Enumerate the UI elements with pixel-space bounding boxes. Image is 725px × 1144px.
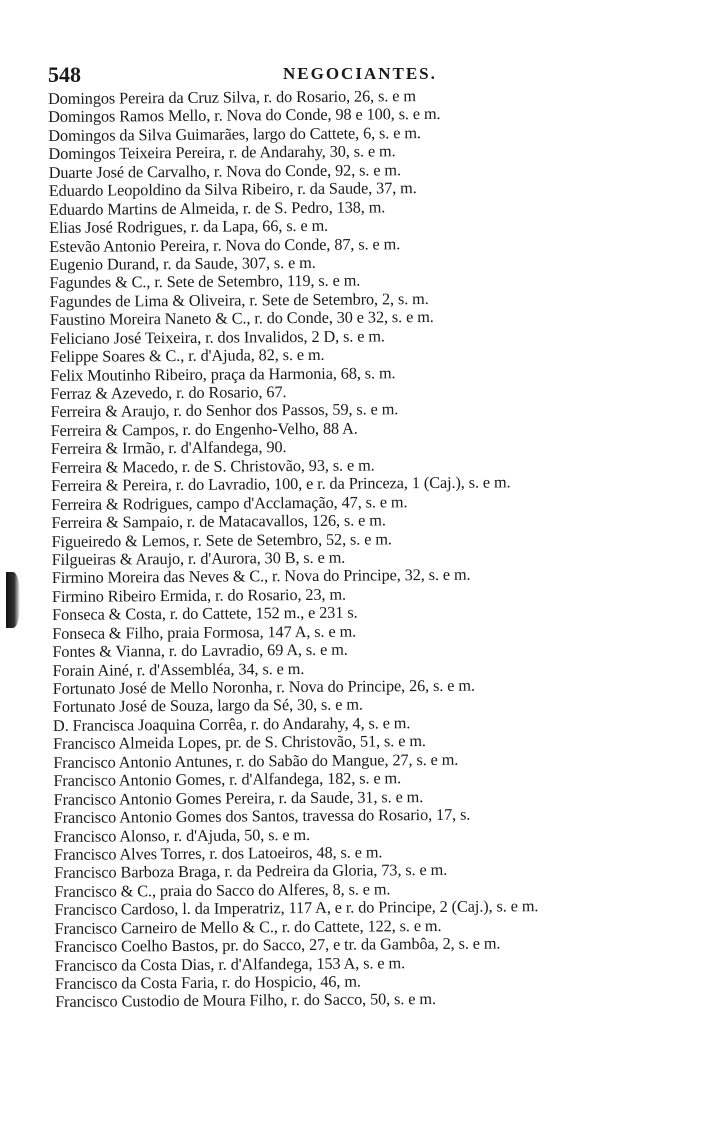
- directory-entry: Felippe Soares & C., r. d'Ajuda, 82, s. e m.: [50, 344, 325, 367]
- directory-entry: Fonseca & Filho, praia Formosa, 147 A, s. e m.: [52, 621, 357, 643]
- directory-entry: Fontes & Vianna, r. do Lavradio, 69 A, s. e m.: [52, 639, 348, 662]
- page-number: 548: [48, 62, 81, 87]
- directory-entry: Francisco Cardoso, l. da Imperatriz, 117 A, e r. do Principe, 2 (Caj.), s. e m.: [54, 896, 539, 920]
- directory-entry: Francisco Antonio Gomes Pereira, r. da Saude, 31, s. e m.: [53, 786, 424, 809]
- directory-entry: Ferreira & Araujo, r. do Senhor dos Passos, 59, s. e m.: [50, 399, 399, 422]
- directory-entry: Ferreira & Pereira, r. do Lavradio, 100, e r. da Princeza, 1 (Caj.), s. e m.: [51, 472, 511, 496]
- directory-entry: Domingos da Silva Guimarães, largo do Cattete, 6, s. e m.: [48, 122, 421, 145]
- directory-entry: Francisco Antonio Antunes, r. do Sabão do Mangue, 27, s. e m.: [53, 749, 459, 772]
- directory-entry: Francisco Alonso, r. d'Ajuda, 50, s. e m.: [53, 824, 311, 846]
- section-title: NEGOCIANTES.: [283, 64, 437, 83]
- directory-entry: Firmino Moreira das Neves & C., r. Nova do Principe, 32, s. e m.: [51, 565, 471, 588]
- directory-entry: Ferraz & Azevedo, r. do Rosario, 67.: [50, 382, 287, 403]
- directory-entry: Francisco Carneiro de Mello & C., r. do Cattete, 122, s. e m.: [54, 915, 442, 938]
- directory-entry: Filgueiras & Araujo, r. d'Aurora, 30 B, s. e m.: [51, 547, 346, 569]
- directory-entry: Fortunato José de Souza, largo da Sé, 30, s. e m.: [52, 694, 363, 717]
- directory-entry: Francisco Custodio de Moura Filho, r. do Sacco, 50, s. e m.: [55, 989, 436, 1012]
- directory-entry: Francisco & C., praia do Sacco do Alferes, 8, s. e m.: [54, 879, 391, 901]
- directory-entry: Fonseca & Costa, r. do Cattete, 152 m., e 231 s.: [52, 602, 358, 625]
- directory-entry: Francisco Coelho Bastos, pr. do Sacco, 27, e tr. da Gambôa, 2, s. e m.: [54, 933, 501, 957]
- page-header: [48, 62, 608, 86]
- directory-entry: Francisco Antonio Gomes dos Santos, travessa do Rosario, 17, s.: [53, 804, 471, 828]
- directory-entry: Figueiredo & Lemos, r. Sete de Setembro, 52, s. e m.: [51, 528, 392, 551]
- directory-entry: Fagundes de Lima & Oliveira, r. Sete de Setembro, 2, s. m.: [49, 288, 429, 311]
- directory-entry: Ferreira & Rodrigues, campo d'Acclamação, 47, s. e m.: [51, 491, 408, 514]
- directory-entry: Eugenio Durand, r. da Saude, 307, s. e m.: [49, 252, 316, 274]
- directory-entry: Estevão Antonio Pereira, r. Nova do Conde, 87, s. e m.: [49, 233, 401, 256]
- directory-entry: Feliciano José Teixeira, r. dos Invalidos, 2 D, s. e m.: [49, 326, 385, 348]
- directory-entry: Eduardo Martins de Almeida, r. de S. Pedro, 138, m.: [48, 196, 386, 219]
- page-edge-mark: [6, 572, 20, 628]
- directory-entry: Francisco Antonio Gomes, r. d'Alfandega, 182, s. e m.: [53, 768, 402, 791]
- directory-entry: D. Francisca Joaquina Corrêa, r. do Andarahy, 4, s. e m.: [52, 713, 411, 735]
- directory-entry: Domingos Teixeira Pereira, r. de Andarahy, 30, s. e m.: [48, 141, 396, 164]
- directory-entry: Felix Moutinho Ribeiro, praça da Harmonia, 68, s. m.: [50, 362, 396, 385]
- directory-entry: Francisco da Costa Faria, r. do Hospicio, 46, m.: [54, 971, 361, 993]
- directory-entry: Francisco Alves Torres, r. dos Latoeiros, 48, s. e m.: [53, 842, 383, 864]
- directory-entry: Domingos Pereira da Cruz Silva, r. do Rosario, 26, s. e m: [47, 86, 416, 108]
- directory-entry: Forain Ainé, r. d'Assembléa, 34, s. e m.: [52, 658, 305, 680]
- directory-entry: Ferreira & Sampaio, r. de Matacavallos, 126, s. e m.: [51, 510, 386, 533]
- directory-entries: [48, 85, 725, 1012]
- directory-entry: Ferreira & Irmão, r. d'Alfandega, 90.: [50, 437, 287, 459]
- directory-entry: Elias José Rodrigues, r. da Lapa, 66, s. e m.: [49, 215, 329, 238]
- directory-entry: Eduardo Leopoldino da Silva Ribeiro, r. da Saude, 37, m.: [48, 178, 417, 201]
- directory-entry: Francisco da Costa Dias, r. d'Alfandega, 153 A, s. e m.: [54, 952, 406, 975]
- directory-entry: Ferreira & Campos, r. do Engenho-Velho, 88 A.: [50, 418, 358, 440]
- directory-entry: Ferreira & Macedo, r. de S. Christovão, 93, s. e m.: [50, 455, 375, 477]
- directory-entry: Fortunato José de Mello Noronha, r. Nova do Principe, 26, s. e m.: [52, 675, 475, 698]
- directory-entry: Fagundes & C., r. Sete de Setembro, 119, s. e m.: [49, 270, 361, 293]
- directory-entry: Francisco Barboza Braga, r. da Pedreira da Gloria, 73, s. e m.: [54, 860, 448, 883]
- directory-entry: Domingos Ramos Mello, r. Nova do Conde, 98 e 100, s. e m.: [48, 104, 441, 127]
- directory-entry: Faustino Moreira Naneto & C., r. do Conde, 30 e 32, s. e m.: [49, 307, 434, 330]
- directory-entry: Firmino Ribeiro Ermida, r. do Rosario, 23, m.: [51, 584, 347, 606]
- directory-entry: Francisco Almeida Lopes, pr. de S. Christovão, 51, s. e m.: [53, 731, 426, 754]
- directory-entry: Duarte José de Carvalho, r. Nova do Conde, 92, s. e m.: [48, 159, 401, 182]
